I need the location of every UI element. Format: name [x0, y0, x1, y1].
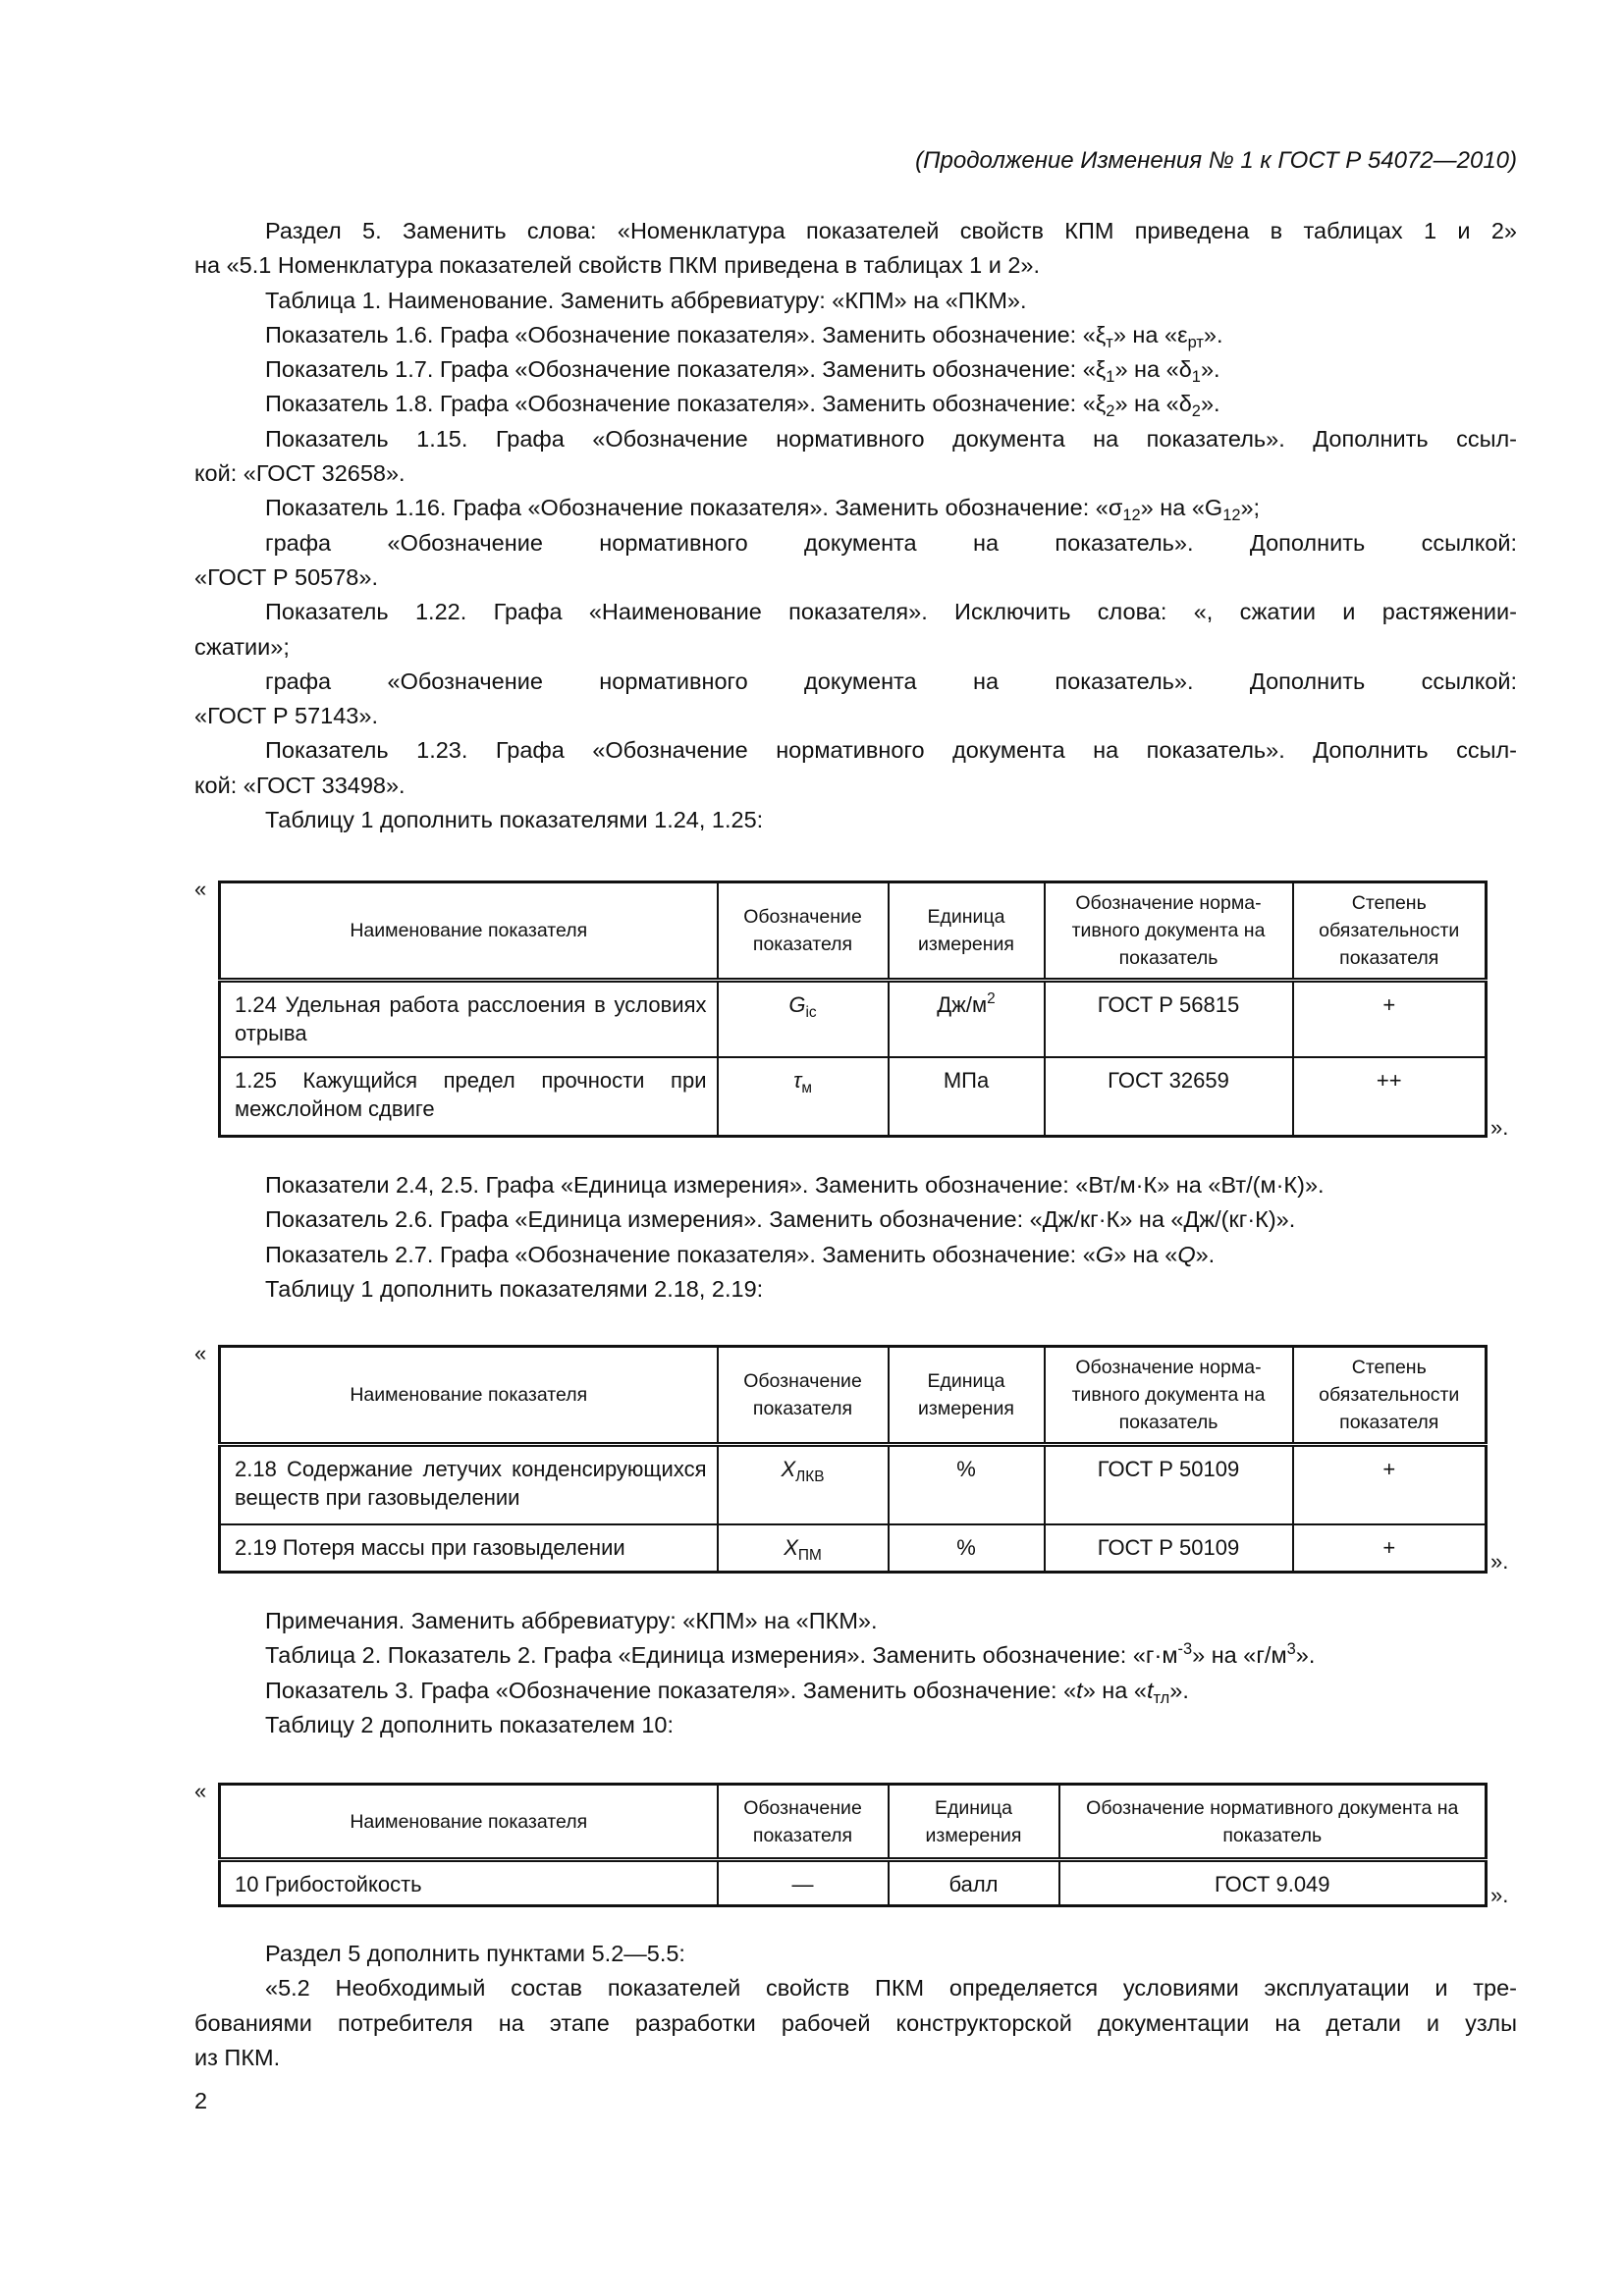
- symbol-sub: м: [801, 1079, 812, 1096]
- col-header-obligation: Степень обязательности показателя: [1293, 882, 1487, 981]
- text-line: [194, 422, 1517, 456]
- text-line: [194, 1971, 1517, 2005]
- unit-sup: 2: [987, 990, 996, 1007]
- cell-symbol: —: [718, 1860, 889, 1906]
- text-segment: » на «г/м: [1192, 1642, 1287, 1669]
- text-segment: 2: [194, 2088, 208, 2114]
- text-segment: Раздел 5 дополнить пунктами 5.2—5.5:: [265, 1941, 685, 1966]
- text-block-notes-table2: [194, 1604, 1517, 1742]
- open-quote: «: [194, 1341, 207, 1365]
- subscript: 12: [1222, 507, 1241, 525]
- text-segment: «5.2 Необходимый состав показателей свойств ПКМ определяется условиями эксплуатации и тре-: [265, 1975, 1517, 2002]
- text-line: [194, 2006, 1517, 2041]
- cell-document: ГОСТ Р 50109: [1045, 1445, 1293, 1524]
- text-segment: Показатели 2.4, 2.5. Графа «Единица измерения». Заменить обозначение: «Вт/м·К» на «Вт/(м·К)».: [265, 1172, 1325, 1198]
- table-row: [220, 1445, 1487, 1524]
- text-line: [194, 1604, 1517, 1638]
- text-segment: t: [1076, 1677, 1083, 1703]
- cell-symbol: [718, 1057, 889, 1137]
- text-segment: ».: [1195, 1241, 1216, 1267]
- col-header-unit: Единица измерения: [889, 882, 1045, 981]
- text-line: [194, 456, 1517, 491]
- subscript: 12: [1122, 507, 1141, 525]
- text-line: [194, 1168, 1517, 1202]
- text-segment: ».: [1200, 391, 1220, 417]
- col-header-document: Обозначение норма-тивного документа на показатель: [1045, 1347, 1293, 1445]
- symbol: G: [788, 992, 806, 1017]
- text-line: [194, 387, 1517, 421]
- text-segment: t: [1146, 1677, 1154, 1703]
- cell-document: ГОСТ 32659: [1045, 1057, 1293, 1137]
- symbol: τ: [793, 1067, 802, 1093]
- text-segment: ».: [1169, 1677, 1189, 1703]
- subscript: рт: [1187, 333, 1204, 351]
- close-quote: ».: [1490, 1883, 1509, 1907]
- text-line: [194, 769, 1517, 803]
- cell-symbol: [718, 1445, 889, 1524]
- cell-unit: %: [889, 1445, 1045, 1524]
- symbol-sub: ПМ: [797, 1546, 822, 1564]
- text-segment: Раздел 5. Заменить слова: «Номенклатура показателей свойств КПМ приведена в таблицах 1 и 2»: [265, 218, 1517, 243]
- text-segment: сжатии»;: [194, 633, 290, 660]
- text-block-table1-section2: [194, 1168, 1517, 1307]
- cell-unit: %: [889, 1524, 1045, 1573]
- symbol: X: [784, 1534, 798, 1560]
- text-line: [194, 1272, 1517, 1307]
- table-indicators-1: [218, 881, 1488, 1138]
- text-segment: » на «: [1113, 1241, 1178, 1267]
- text-line: [194, 2041, 1517, 2075]
- col-header-unit: Единица измерения: [889, 1347, 1045, 1445]
- text-line: [194, 491, 1517, 525]
- cell-obligation: +: [1293, 1445, 1487, 1524]
- table-row: [220, 1860, 1487, 1906]
- text-line: [194, 595, 1517, 629]
- text-segment: Показатель 1.8. Графа «Обозначение показателя». Заменить обозначение: «ξ: [265, 391, 1107, 417]
- text-segment: Показатель 2.7. Графа «Обозначение показателя». Заменить обозначение: «: [265, 1241, 1096, 1267]
- symbol-sub: ic: [805, 1004, 817, 1021]
- text-segment: графа «Обозначение нормативного документа на показатель». Дополнить ссылкой:: [265, 667, 1517, 694]
- text-segment: » на «ε: [1112, 321, 1188, 347]
- text-segment: Показатель 1.7. Графа «Обозначение показателя». Заменить обозначение: «ξ: [265, 356, 1107, 383]
- text-segment: Таблица 2. Показатель 2. Графа «Единица измерения». Заменить обозначение: «г·м: [265, 1642, 1178, 1669]
- symbol-sub: ЛКВ: [795, 1468, 825, 1485]
- text-segment: Таблица 1. Наименование. Заменить аббревиатуру: «КПМ» на «ПКМ».: [265, 287, 1027, 313]
- subscript: 1: [1106, 368, 1115, 387]
- text-line: [194, 1708, 1517, 1742]
- col-header-symbol: Обозначение показателя: [718, 1785, 889, 1860]
- text-segment: » на «G: [1140, 495, 1223, 521]
- text-line: [194, 1238, 1517, 1272]
- text-segment: Показатель 3. Графа «Обозначение показателя». Заменить обозначение: «: [265, 1677, 1077, 1703]
- text-segment: Показатель 2.6. Графа «Единица измерения». Заменить обозначение: «Дж/кг·К» на «Дж/(кг·К)».: [265, 1206, 1296, 1233]
- table-row: [220, 1057, 1487, 1137]
- text-line: [194, 630, 1517, 665]
- superscript: 3: [1286, 1640, 1296, 1659]
- open-quote: «: [194, 877, 207, 901]
- text-line: [194, 1674, 1517, 1708]
- table-indicators-2: [218, 1345, 1488, 1574]
- cell-document: ГОСТ Р 56815: [1045, 981, 1293, 1057]
- text-segment: » на «: [1082, 1677, 1147, 1703]
- close-quote: ».: [1490, 1549, 1509, 1574]
- col-header-symbol: Обозначение показателя: [718, 1347, 889, 1445]
- subscript: тл: [1153, 1688, 1170, 1707]
- close-quote: ».: [1490, 1115, 1509, 1140]
- text-block-amendments-table1: [194, 214, 1517, 837]
- cell-unit: МПа: [889, 1057, 1045, 1137]
- cell-name: 2.18 Содержание летучих конденсирующихся веществ при газовыделении: [220, 1445, 718, 1524]
- text-line: [194, 699, 1517, 733]
- text-segment: Показатель 1.22. Графа «Наименование показателя». Исключить слова: «, сжатии и растяжении-: [265, 599, 1517, 625]
- cell-name: 10 Грибостойкость: [220, 1860, 718, 1906]
- subscript: 2: [1106, 402, 1115, 421]
- text-segment: Таблицу 1 дополнить показателями 1.24, 1.25:: [265, 807, 764, 833]
- text-segment: «ГОСТ Р 50578».: [194, 563, 378, 590]
- col-header-document: Обозначение нормативного документа на показатель: [1059, 1785, 1487, 1860]
- text-segment: ».: [1203, 321, 1223, 347]
- text-segment: Показатель 1.15. Графа «Обозначение нормативного документа на показатель». Дополнить ссыл-: [265, 425, 1517, 452]
- running-header: (Продолжение Изменения № 1 к ГОСТ Р 54072—2010): [915, 147, 1517, 174]
- table-indicators-3: [218, 1783, 1488, 1907]
- open-quote: «: [194, 1779, 207, 1803]
- subscript: т: [1106, 333, 1113, 351]
- cell-unit: балл: [889, 1860, 1059, 1906]
- text-segment: Показатель 1.23. Графа «Обозначение нормативного документа на показатель». Дополнить ссыл-: [265, 737, 1517, 764]
- cell-document: ГОСТ 9.049: [1059, 1860, 1487, 1906]
- symbol: X: [781, 1457, 796, 1481]
- text-segment: из ПКМ.: [194, 2044, 281, 2070]
- text-line: [194, 665, 1517, 699]
- table-row: [220, 1524, 1487, 1573]
- cell-obligation: ++: [1293, 1057, 1487, 1137]
- table-row: [220, 981, 1487, 1057]
- text-segment: на «5.1 Номенклатура показателей свойств ПКМ приведена в таблицах 1 и 2».: [194, 252, 1041, 279]
- text-line: [194, 248, 1517, 283]
- text-segment: Таблицу 2 дополнить показателем 10:: [265, 1711, 675, 1737]
- text-segment: » на «δ: [1114, 356, 1192, 383]
- text-segment: Таблицу 1 дополнить показателями 2.18, 2.19:: [265, 1275, 764, 1302]
- text-segment: бованиями потребителя на этапе разработки рабочей конструкторской документации на детали и узлы: [194, 2009, 1517, 2036]
- cell-document: ГОСТ Р 50109: [1045, 1524, 1293, 1573]
- text-segment: «ГОСТ Р 57143».: [194, 703, 378, 729]
- cell-obligation: +: [1293, 1524, 1487, 1573]
- text-segment: кой: «ГОСТ 32658».: [194, 460, 406, 487]
- text-segment: Примечания. Заменить аббревиатуру: «КПМ» на «ПКМ».: [265, 1608, 878, 1633]
- page-number: [194, 2084, 1517, 2118]
- text-line: [194, 284, 1517, 318]
- text-segment: ».: [1295, 1642, 1316, 1669]
- col-header-name: Наименование показателя: [220, 1347, 718, 1445]
- text-segment: ».: [1200, 356, 1220, 383]
- text-block-section5: [194, 1937, 1517, 2118]
- text-segment: кой: «ГОСТ 33498».: [194, 772, 406, 798]
- text-line: [194, 733, 1517, 768]
- cell-name: 1.24 Удельная работа расслоения в условиях отрыва: [220, 981, 718, 1057]
- text-line: [194, 318, 1517, 352]
- subscript: 1: [1191, 368, 1201, 387]
- cell-name: 1.25 Кажущийся предел прочности при межслойном сдвиге: [220, 1057, 718, 1137]
- text-line: [194, 561, 1517, 595]
- text-segment: Показатель 1.6. Графа «Обозначение показателя». Заменить обозначение: «ξ: [265, 321, 1107, 347]
- col-header-symbol: Обозначение показателя: [718, 882, 889, 981]
- unit: Дж/м: [937, 992, 988, 1017]
- text-line: [194, 526, 1517, 561]
- text-line: [194, 1937, 1517, 1971]
- col-header-unit: Единица измерения: [889, 1785, 1059, 1860]
- col-header-name: Наименование показателя: [220, 882, 718, 981]
- cell-obligation: +: [1293, 981, 1487, 1057]
- col-header-obligation: Степень обязательности показателя: [1293, 1347, 1487, 1445]
- cell-symbol: [718, 1524, 889, 1573]
- cell-unit: [889, 981, 1045, 1057]
- text-line: [194, 352, 1517, 387]
- text-line: [194, 1202, 1517, 1237]
- text-line: [194, 803, 1517, 837]
- text-segment: » на «δ: [1114, 391, 1192, 417]
- col-header-name: Наименование показателя: [220, 1785, 718, 1860]
- cell-symbol: [718, 981, 889, 1057]
- text-segment: Q: [1177, 1241, 1196, 1267]
- superscript: -3: [1177, 1640, 1193, 1659]
- text-line: [194, 1638, 1517, 1673]
- text-line: [194, 214, 1517, 248]
- text-segment: графа «Обозначение нормативного документа на показатель». Дополнить ссылкой:: [265, 529, 1517, 556]
- cell-name: 2.19 Потеря массы при газовыделении: [220, 1524, 718, 1573]
- text-segment: »;: [1240, 495, 1261, 521]
- col-header-document: Обозначение норма-тивного документа на показатель: [1045, 882, 1293, 981]
- text-segment: G: [1095, 1241, 1114, 1267]
- text-segment: Показатель 1.16. Графа «Обозначение показателя». Заменить обозначение: «σ: [265, 495, 1123, 521]
- subscript: 2: [1191, 402, 1201, 421]
